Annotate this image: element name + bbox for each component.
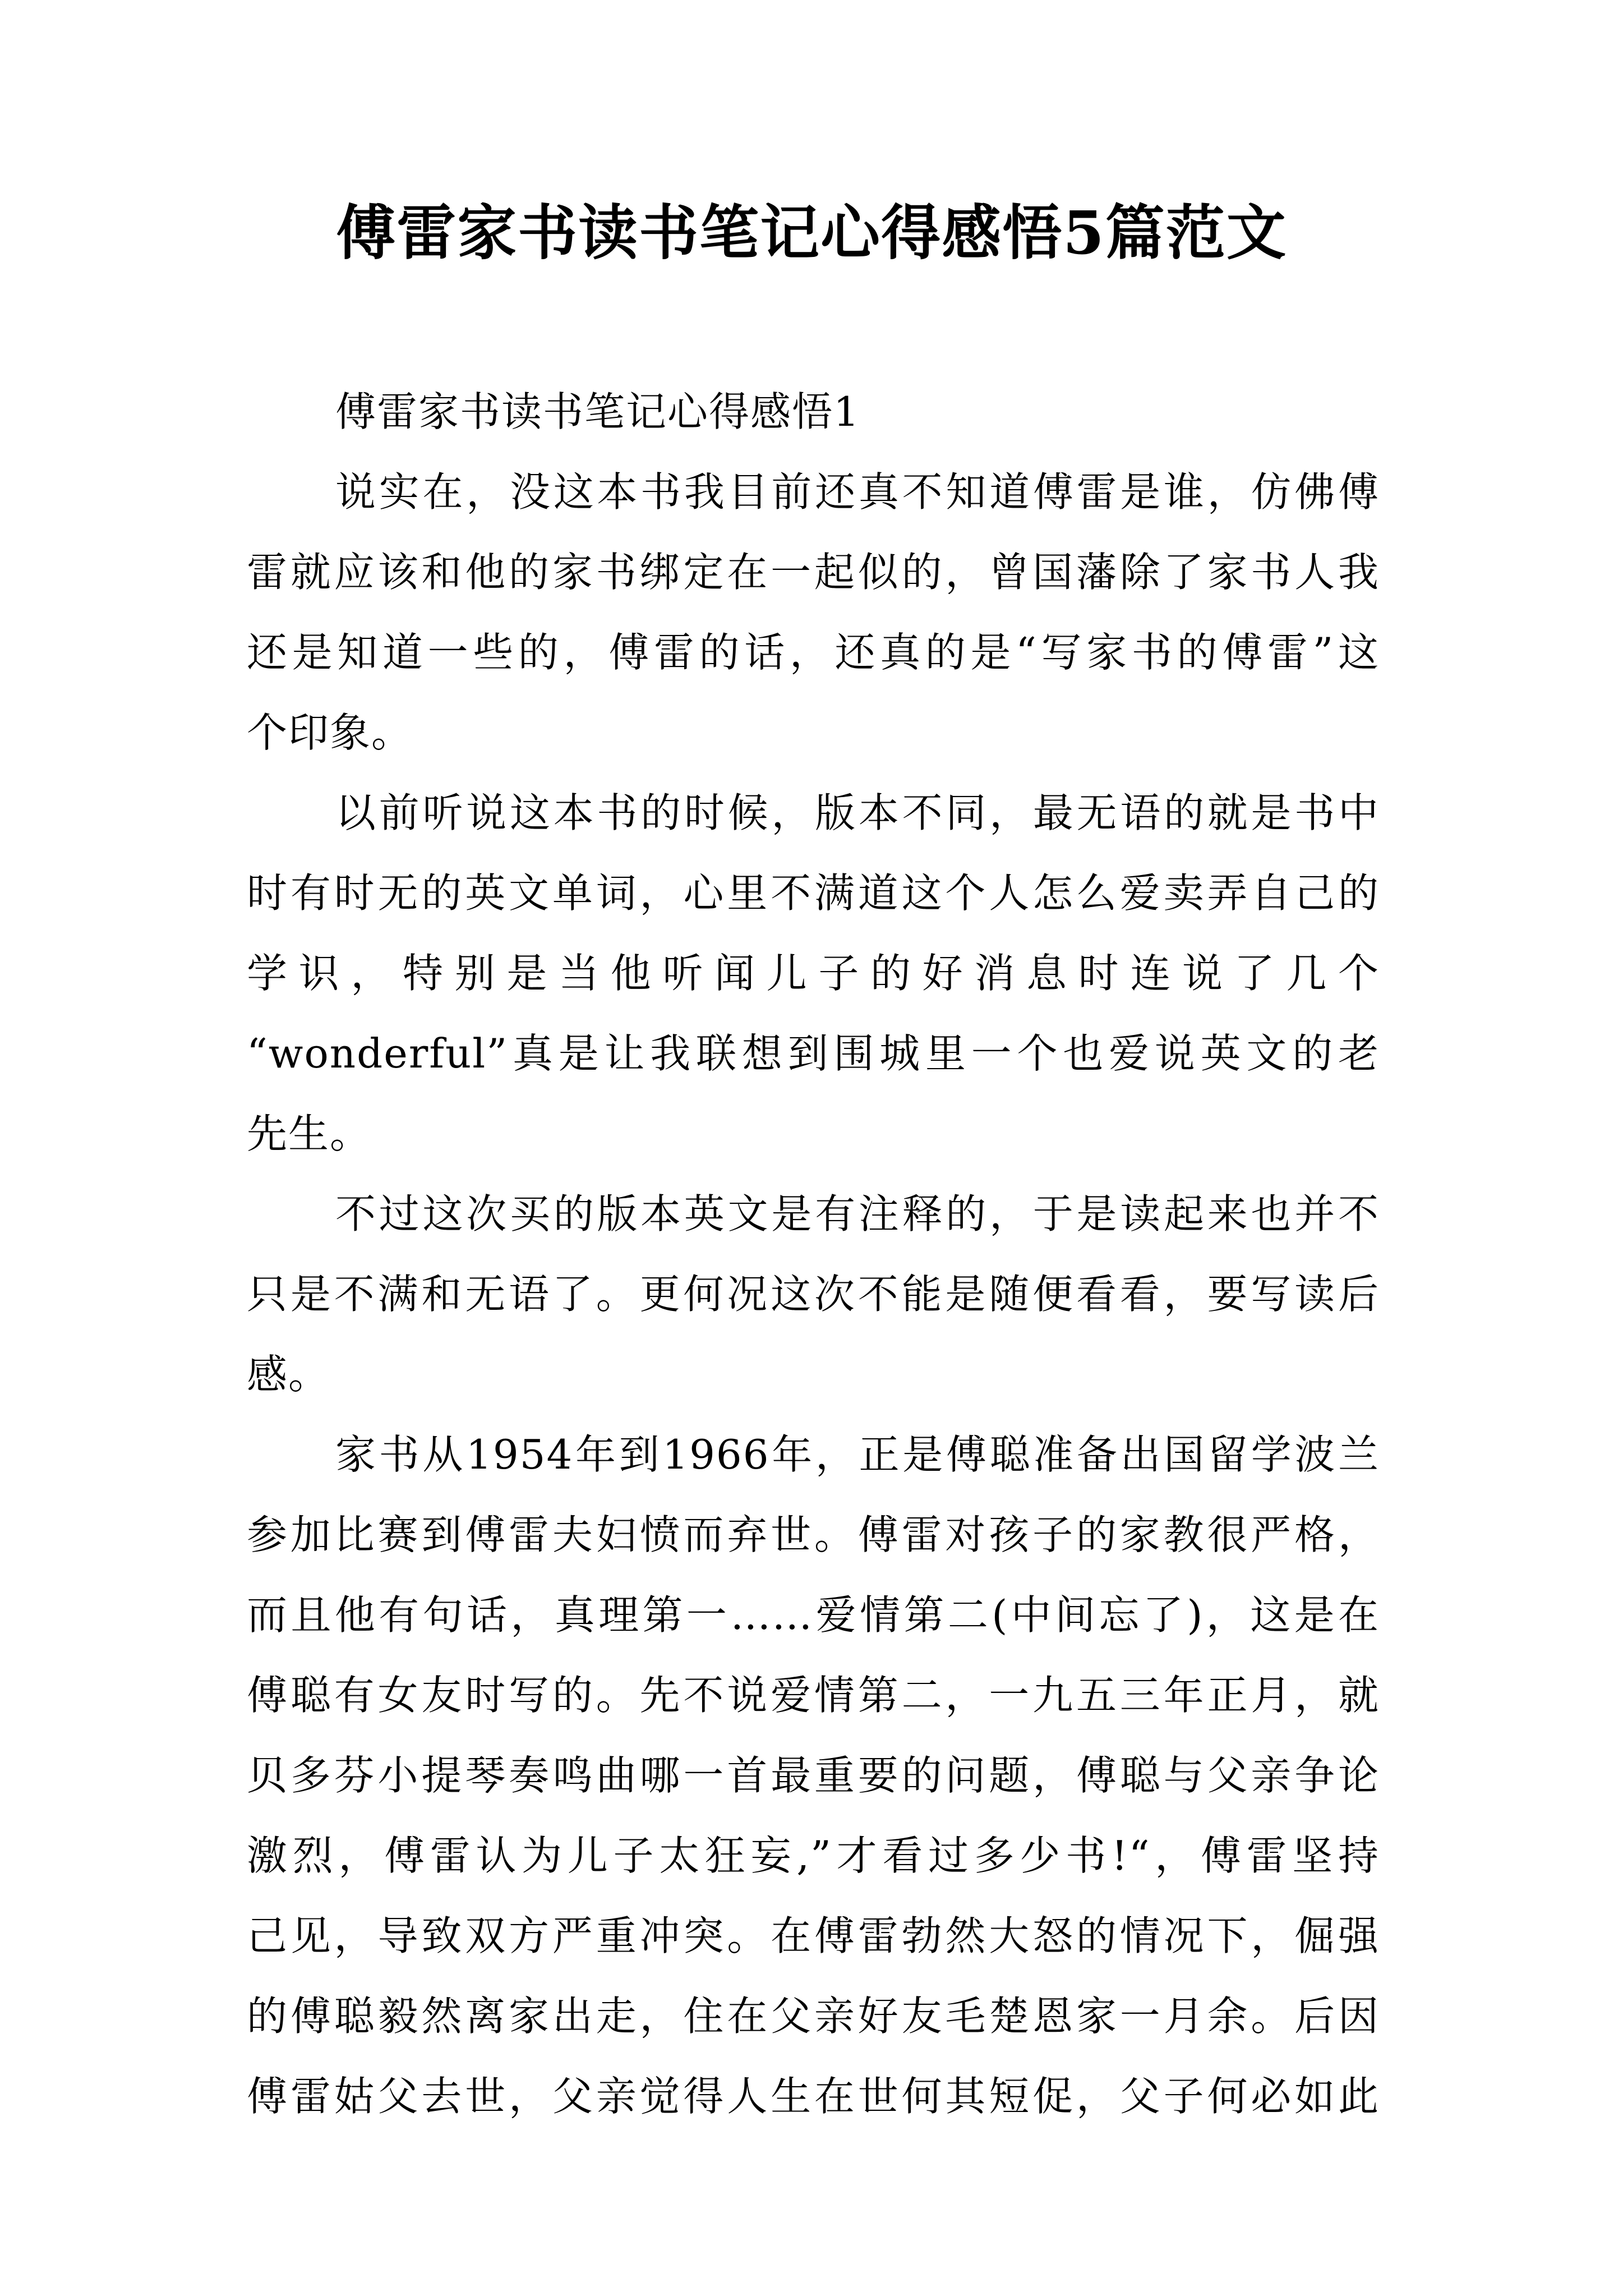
paragraph-line: 时有时无的英文单词，心里不满道这个人怎么爱卖弄自己的 — [247, 869, 1380, 917]
paragraph-line: 以前听说这本书的时候，版本不同，最无语的就是书中 — [335, 789, 1380, 836]
paragraph-line: 说实在，没这本书我目前还真不知道傅雷是谁，仿佛傅 — [335, 468, 1380, 516]
paragraph-line: 傅聪有女友时写的。先不说爱情第二，一九五三年正月，就 — [247, 1672, 1380, 1719]
paragraph-line: 傅雷姑父去世，父亲觉得人生在世何其短促，父子何必如此 — [247, 2073, 1380, 2120]
paragraph-line: 雷就应该和他的家书绑定在一起似的，曾国藩除了家书人我 — [247, 549, 1380, 596]
paragraph-line: 还是知道一些的，傅雷的话，还真的是“写家书的傅雷”这 — [247, 629, 1380, 676]
paragraph-line: 不过这次买的版本英文是有注释的，于是读起来也并不 — [335, 1190, 1380, 1237]
paragraph-line: 激烈，傅雷认为儿子太狂妄,”才看过多少书!“，傅雷坚持 — [247, 1832, 1380, 1879]
paragraph-line: 先生。 — [247, 1110, 372, 1157]
paragraph-line: 的傅聪毅然离家出走，住在父亲好友毛楚恩家一月余。后因 — [247, 1993, 1380, 2040]
paragraph-line: 学识，特别是当他听闻儿子的好消息时连说了几个 — [247, 950, 1380, 997]
paragraph-line: “wonderful”真是让我联想到围城里一个也爱说英文的老 — [247, 1030, 1380, 1077]
paragraph-line: 贝多芬小提琴奏鸣曲哪一首最重要的问题，傅聪与父亲争论 — [247, 1752, 1380, 1799]
paragraph-line: 参加比赛到傅雷夫妇愤而弃世。傅雷对孩子的家教很严格， — [247, 1511, 1380, 1558]
paragraph-line: 感。 — [247, 1351, 330, 1398]
paragraph-line: 家书从1954年到1966年，正是傅聪准备出国留学波兰 — [335, 1431, 1380, 1478]
paragraph-line: 只是不满和无语了。更何况这次不能是随便看看，要写读后 — [247, 1271, 1380, 1318]
section-heading: 傅雷家书读书笔记心得感悟1 — [335, 388, 860, 435]
paragraph-line: 个印象。 — [247, 709, 413, 756]
paragraph-line: 己见，导致双方严重冲突。在傅雷勃然大怒的情况下，倔强 — [247, 1912, 1380, 1959]
document-title: 傅雷家书读书笔记心得感悟5篇范文 — [336, 197, 1287, 268]
paragraph-line: 而且他有句话，真理第一……爱情第二(中间忘了)，这是在 — [247, 1591, 1380, 1639]
